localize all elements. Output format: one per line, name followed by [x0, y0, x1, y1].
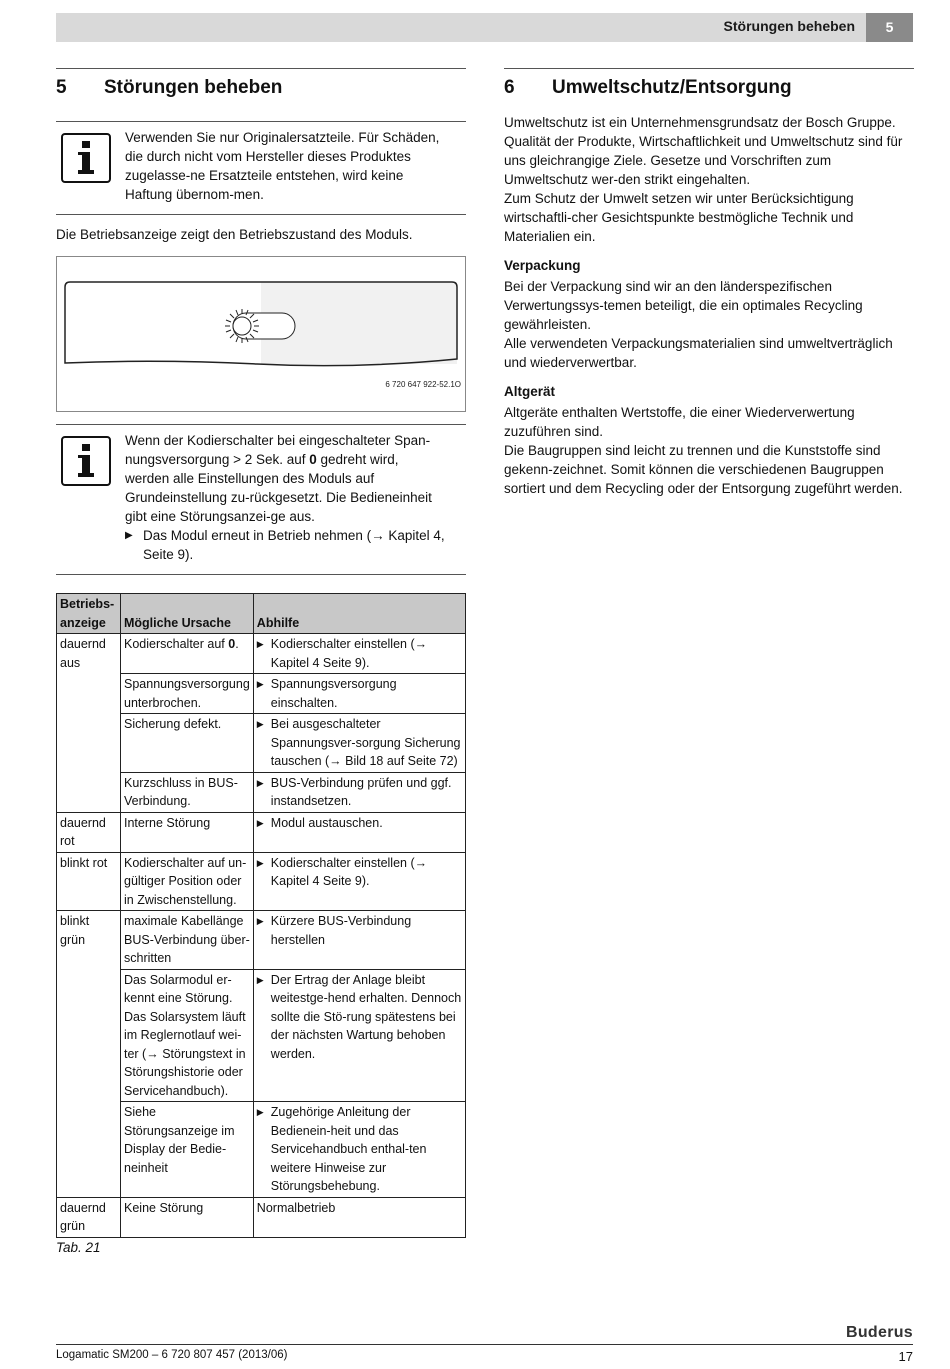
table-cell-cause [121, 634, 254, 674]
note-text-part: gedreht wird, werden alle Einstellungen des Moduls auf Grundeinstellung zu-rückgesetzt. Die Bedieneinheit gibt eine Störungsanzei-ge aus. [125, 452, 432, 524]
bullet-triangle-icon: ▶ [256, 1107, 264, 1117]
table-cell-fix [253, 634, 465, 674]
bullet-triangle-icon: ▶ [256, 777, 264, 788]
left-column [56, 68, 466, 1255]
footer-divider [56, 1344, 913, 1345]
table-header: Abhilfe [253, 594, 465, 634]
table-cell-cause: maximale Kabellänge BUS-Verbindung über-schritten [121, 911, 254, 970]
paragraph: Die Baugruppen sind leicht zu trennen und die Kunststoffe sind gekenn-zeichnet. Somit können die verschiedenen Baugruppen sortiert und dem Recycling oder der Entsorgung zugeführt werden. [504, 443, 903, 496]
table-header: Betriebs-anzeige [57, 594, 121, 634]
cell-text: Kodierschalter auf [124, 637, 229, 651]
paragraph: Altgeräte enthalten Wertstoffe, die einer Wiederverwertung zuzuführen sind. [504, 405, 855, 439]
header-chapter-number: 5 [866, 13, 913, 42]
header-title: Störungen beheben [723, 18, 855, 34]
module-figure [56, 256, 466, 412]
cell-text-bold: 0 [228, 637, 236, 651]
table-cell-state: dauernd aus [57, 634, 121, 813]
cell-text: Zugehörige Anleitung der Bedienein-heit und das Servicehandbuch enthal-ten weitere Hinweise zur Störungsbehebung. [270, 1105, 427, 1193]
table-cell-fix: Normalbetrieb [253, 1197, 465, 1237]
table-cell-state: dauernd rot [57, 812, 121, 852]
table-cell-fix [253, 852, 465, 911]
subheading-packaging: Verpackung [504, 258, 581, 273]
note-step-text: Das Modul erneut in Betrieb nehmen (→ Kapitel 4, Seite 9). [143, 528, 445, 562]
table-cell-cause: Sicherung defekt. [121, 714, 254, 773]
table-cell-fix [253, 812, 465, 852]
table-row [57, 634, 466, 674]
paragraph: Zum Schutz der Umwelt setzen wir unter Berücksichtigung wirtschaftli-cher Gesichtspunkte bestmögliche Technik und Materialien ein. [504, 191, 854, 244]
table-cell-fix [253, 714, 465, 773]
table-cell-state: dauernd grün [57, 1197, 121, 1237]
bullet-triangle-icon: ▶ [125, 530, 133, 541]
note-coding-switch [56, 424, 466, 575]
paragraph: Alle verwendeten Verpackungsmaterialien sind umweltverträglich und wiederverwertbar. [504, 336, 893, 370]
table-cell-fix [253, 1102, 465, 1198]
subheading-old-device: Altgerät [504, 384, 556, 399]
bullet-triangle-icon: ▶ [256, 916, 264, 926]
bullet-triangle-icon: ▶ [256, 817, 264, 828]
cell-text: BUS-Verbindung prüfen und ggf. instandsetzen. [270, 775, 452, 808]
note-text-part: Wenn der Kodierschalter bei eingeschalteter Span-nungsversorgung > 2 Sek. auf [125, 433, 431, 467]
table-row [57, 812, 466, 852]
cell-text: Modul austauschen. [270, 815, 383, 830]
bullet-triangle-icon: ▶ [256, 679, 264, 689]
table-row [57, 1197, 466, 1237]
paragraph: Umweltschutz ist ein Unternehmensgrundsatz der Bosch Gruppe. Qualität der Produkte, Wirtschaftlichkeit und Umweltschutz sind für uns gleichrangige Ziele. Gesetze und Vorschriften zum Umweltschutz wer-den strikt eingehalten. [504, 115, 903, 187]
cell-text: . [235, 637, 239, 651]
section-number: 5 [56, 77, 67, 98]
table-cell-cause: Keine Störung [121, 1197, 254, 1237]
bullet-triangle-icon: ▶ [256, 974, 264, 985]
cell-text: Der Ertrag der Anlage bleibt weitestge-hend erhalten. Dennoch sollte die Stö-rung spätestens bei der nächsten Wartung behoben werden. [270, 972, 462, 1061]
table-cell-fix [253, 969, 465, 1102]
info-icon [61, 133, 111, 183]
section-heading-5 [56, 69, 466, 113]
cell-text: Kodierschalter einstellen (→ Kapitel 4 Seite 9). [270, 855, 428, 888]
table-cell-cause: Das Solarmodul er-kennt eine Störung. Das Solarsystem läuft im Reglernotlauf wei-ter (→ Störungstext in Störungshistorie oder Servicehandbuch). [121, 969, 254, 1102]
bullet-triangle-icon: ▶ [256, 857, 264, 868]
brand-logo: Buderus [846, 1324, 913, 1341]
table-cell-fix [253, 911, 465, 970]
cell-text: Kürzere BUS-Verbindung herstellen [270, 914, 412, 947]
table-header: Mögliche Ursache [121, 594, 254, 634]
table-cell-cause: Interne Störung [121, 812, 254, 852]
fault-table [56, 593, 466, 1238]
bullet-triangle-icon: ▶ [256, 639, 264, 649]
table-cell-fix [253, 674, 465, 714]
page-header-bar [56, 13, 913, 42]
figure-code: 6 720 647 922-52.1O [385, 380, 461, 389]
table-row [57, 911, 466, 970]
table-cell-fix [253, 772, 465, 812]
note-step [125, 526, 445, 564]
table-cell-cause: Siehe Störungsanzeige im Display der Bedie-neinheit [121, 1102, 254, 1198]
note-text: Verwenden Sie nur Originalersatzteile. Für Schäden, die durch nicht vom Hersteller dieses Produktes zugelasse-ne Ersatzteile entstehen, wird keine Haftung übernom-men. [125, 130, 440, 202]
cell-text: Kodierschalter einstellen (→ Kapitel 4 Seite 9). [270, 637, 428, 670]
footer-document-id: Logamatic SM200 – 6 720 807 457 (2013/06) [56, 1349, 288, 1361]
table-cell-cause: Kodierschalter auf un-gültiger Position oder in Zwischenstellung. [121, 852, 254, 911]
table-cell-state: blinkt grün [57, 911, 121, 1198]
cell-text: Spannungsversorgung einschalten. [270, 677, 397, 710]
section-heading-6 [504, 69, 914, 113]
table-row [57, 852, 466, 911]
table-cell-state: blinkt rot [57, 852, 121, 911]
table-cell-cause: Kurzschluss in BUS-Verbindung. [121, 772, 254, 812]
info-icon [61, 436, 111, 486]
right-column [504, 68, 914, 498]
note-text-bold: 0 [309, 452, 317, 467]
table-cell-cause: Spannungsversorgung unterbrochen. [121, 674, 254, 714]
bullet-triangle-icon: ▶ [256, 719, 264, 729]
section-title: Störungen beheben [104, 77, 283, 98]
paragraph: Bei der Verpackung sind wir an den länderspezifischen Verwertungssys-temen beteiligt, die ein optimales Recycling gewährleisten. [504, 279, 863, 332]
table-header-row [57, 594, 466, 634]
section-number: 6 [504, 77, 515, 98]
intro-text: Die Betriebsanzeige zeigt den Betriebszustand des Moduls. [56, 227, 413, 242]
cell-text: Bei ausgeschalteter Spannungsver-sorgung Sicherung tauschen (→ Bild 18 auf Seite 72) [270, 717, 461, 768]
table-caption: Tab. 21 [56, 1239, 101, 1255]
note-text [125, 431, 445, 564]
page-number: 17 [898, 1349, 913, 1364]
note-original-parts [56, 121, 466, 215]
section-title: Umweltschutz/Entsorgung [552, 77, 792, 98]
